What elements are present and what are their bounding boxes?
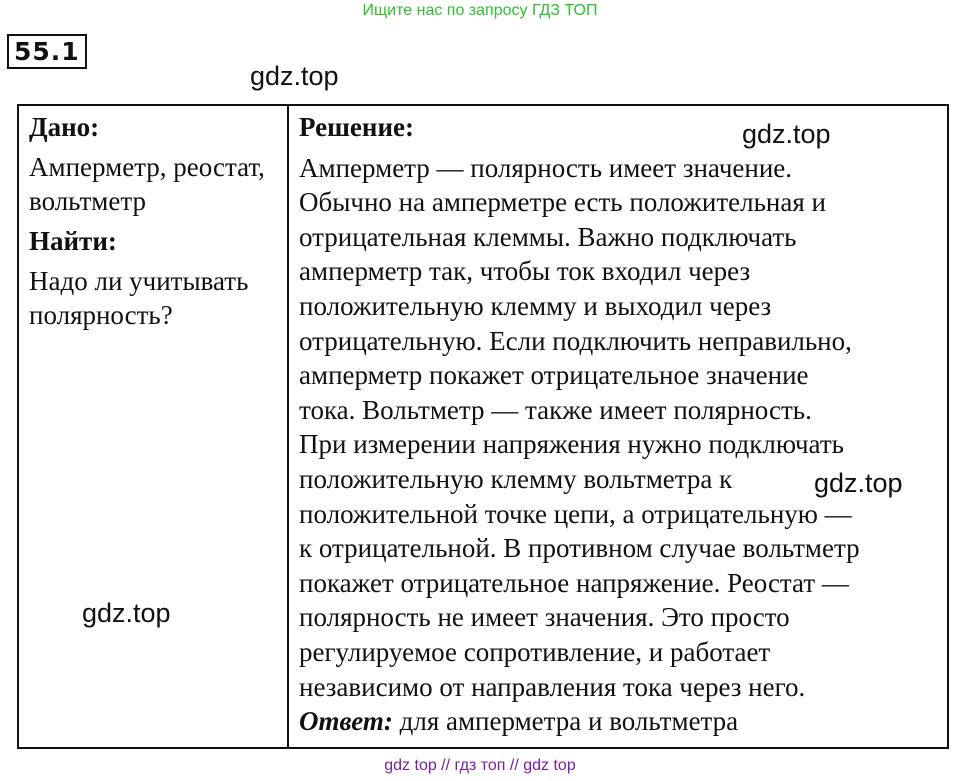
task-number: 55.1: [7, 34, 87, 69]
find-header: Найти:: [29, 226, 117, 256]
solution-line: тока. Вольтметр — также имеет полярность.: [299, 394, 812, 425]
solution-line: При измерении напряжения нужно подключать: [299, 429, 844, 460]
find-text: Надо ли учитывать полярность?: [29, 266, 249, 330]
solution-header: Решение:: [299, 112, 414, 142]
solution-line: положительную клемму вольтметра к: [299, 463, 733, 494]
solution-line: Амперметр — полярность имеет значение.: [299, 152, 793, 183]
solution-line: отрицательная клеммы. Важно подключать: [299, 221, 797, 252]
solution-line: независимо от направления тока через него.: [299, 671, 806, 702]
solution-line: покажет отрицательное напряжение. Реостат —: [299, 567, 849, 598]
solution-line: амперметр покажет отрицательное значение: [299, 360, 809, 391]
answer-line: [299, 704, 941, 739]
watermark: gdz.top: [814, 468, 903, 498]
answer-label: Ответ:: [299, 706, 393, 737]
solution-line: полярность не имеет значения. Это просто: [299, 602, 790, 633]
solution-line: положительную клемму и выходил через: [299, 290, 772, 321]
watermark: gdz.top: [82, 598, 171, 628]
given-column: [19, 106, 289, 747]
solution-line: положительной точке цепи, а отрицательную —: [299, 498, 852, 529]
task-table: [17, 104, 949, 749]
watermark: gdz.top: [250, 61, 339, 91]
solution-column: [289, 106, 947, 747]
given-header: Дано:: [29, 112, 100, 142]
solution-line: отрицательную. Если подключить неправильно,: [299, 325, 852, 356]
solution-line: амперметр так, чтобы ток входил через: [299, 256, 751, 287]
top-banner: Ищите нас по запросу ГДЗ ТОП: [362, 2, 598, 19]
footer-links: gdz top // гдз топ // gdz top: [384, 757, 576, 774]
answer-text: для амперметра и вольтметра: [399, 706, 739, 737]
given-text: Амперметр, реостат, вольтметр: [29, 152, 265, 216]
solution-line: регулируемое сопротивление, и работает: [299, 636, 771, 667]
solution-line: Обычно на амперметре есть положительная и: [299, 187, 826, 218]
solution-line: к отрицательной. В противном случае вольтметр: [299, 533, 860, 564]
watermark: gdz.top: [742, 119, 831, 149]
